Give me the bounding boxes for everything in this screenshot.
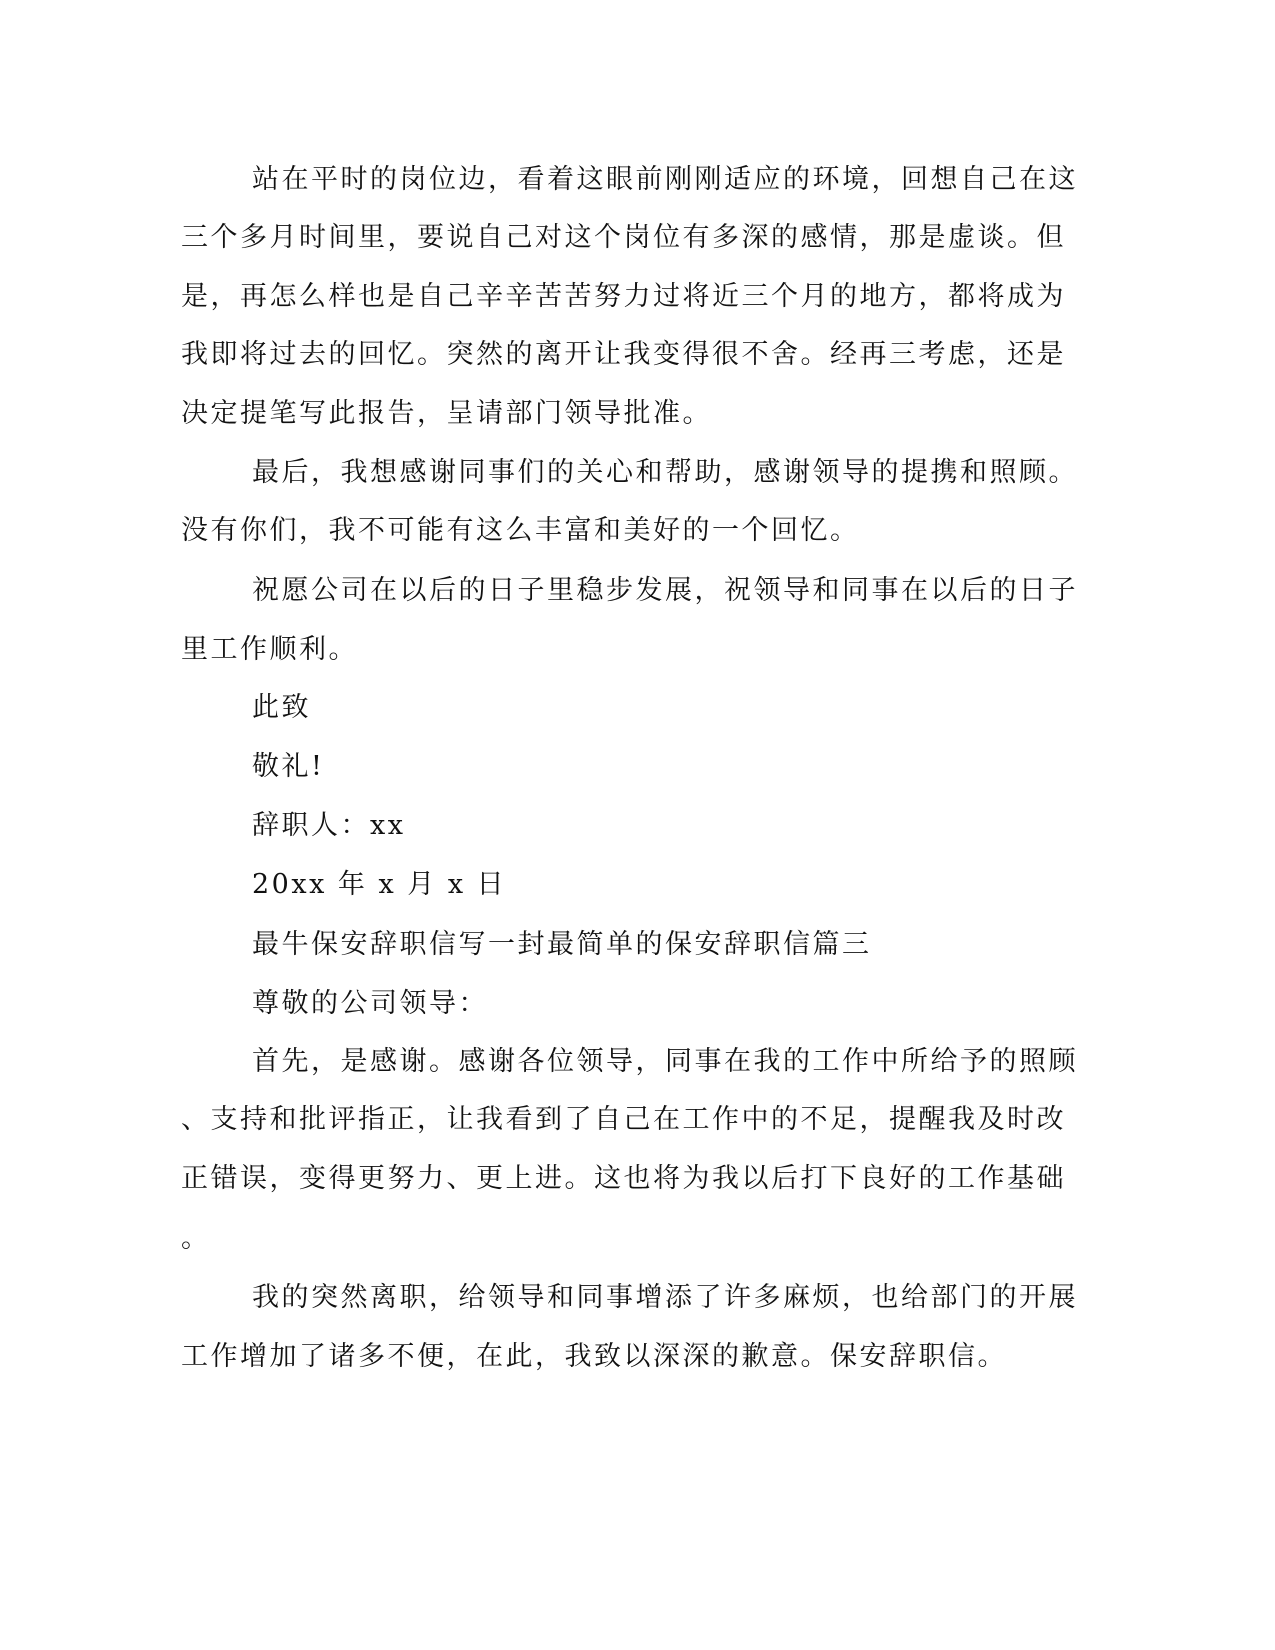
paragraph-line: 祝愿公司在以后的日子里稳步发展，祝领导和同事在以后的日子	[252, 575, 1078, 606]
greeting-line: 尊敬的公司领导：	[252, 988, 488, 1019]
paragraph-line: 首先，是感谢。感谢各位领导，同事在我的工作中所给予的照顾	[252, 1046, 1078, 1077]
paragraph-line: 。	[181, 1223, 211, 1254]
paragraph-line: 最后，我想感谢同事们的关心和帮助，感谢领导的提携和照顾。	[252, 457, 1078, 488]
paragraph-line: 、支持和批评指正，让我看到了自己在工作中的不足，提醒我及时改	[181, 1104, 1066, 1135]
paragraph-line: 正错误，变得更努力、更上进。这也将为我以后打下良好的工作基础	[181, 1163, 1066, 1194]
paragraph-line: 三个多月时间里，要说自己对这个岗位有多深的感情，那是虚谈。但	[181, 222, 1066, 253]
signer-line: 辞职人：xx	[252, 810, 406, 841]
paragraph-line: 我的突然离职，给领导和同事增添了许多麻烦，也给部门的开展	[252, 1282, 1078, 1313]
salutation-line: 敬礼!	[252, 751, 325, 782]
date-line: 20xx 年 x 月 x 日	[252, 869, 507, 900]
closing-line: 此致	[252, 692, 311, 723]
paragraph-line: 决定提笔写此报告，呈请部门领导批准。	[181, 398, 712, 429]
paragraph-line: 里工作顺利。	[181, 634, 358, 665]
paragraph-line: 我即将过去的回忆。突然的离开让我变得很不舍。经再三考虑，还是	[181, 339, 1066, 370]
section-heading: 最牛保安辞职信写一封最简单的保安辞职信篇三	[252, 929, 872, 960]
paragraph-line: 工作增加了诸多不便，在此，我致以深深的歉意。保安辞职信。	[181, 1341, 1007, 1372]
paragraph-line: 是，再怎么样也是自己辛辛苦苦努力过将近三个月的地方，都将成为	[181, 281, 1066, 312]
paragraph-line: 站在平时的岗位边，看着这眼前刚刚适应的环境，回想自己在这	[252, 164, 1078, 195]
paragraph-line: 没有你们，我不可能有这么丰富和美好的一个回忆。	[181, 515, 860, 546]
